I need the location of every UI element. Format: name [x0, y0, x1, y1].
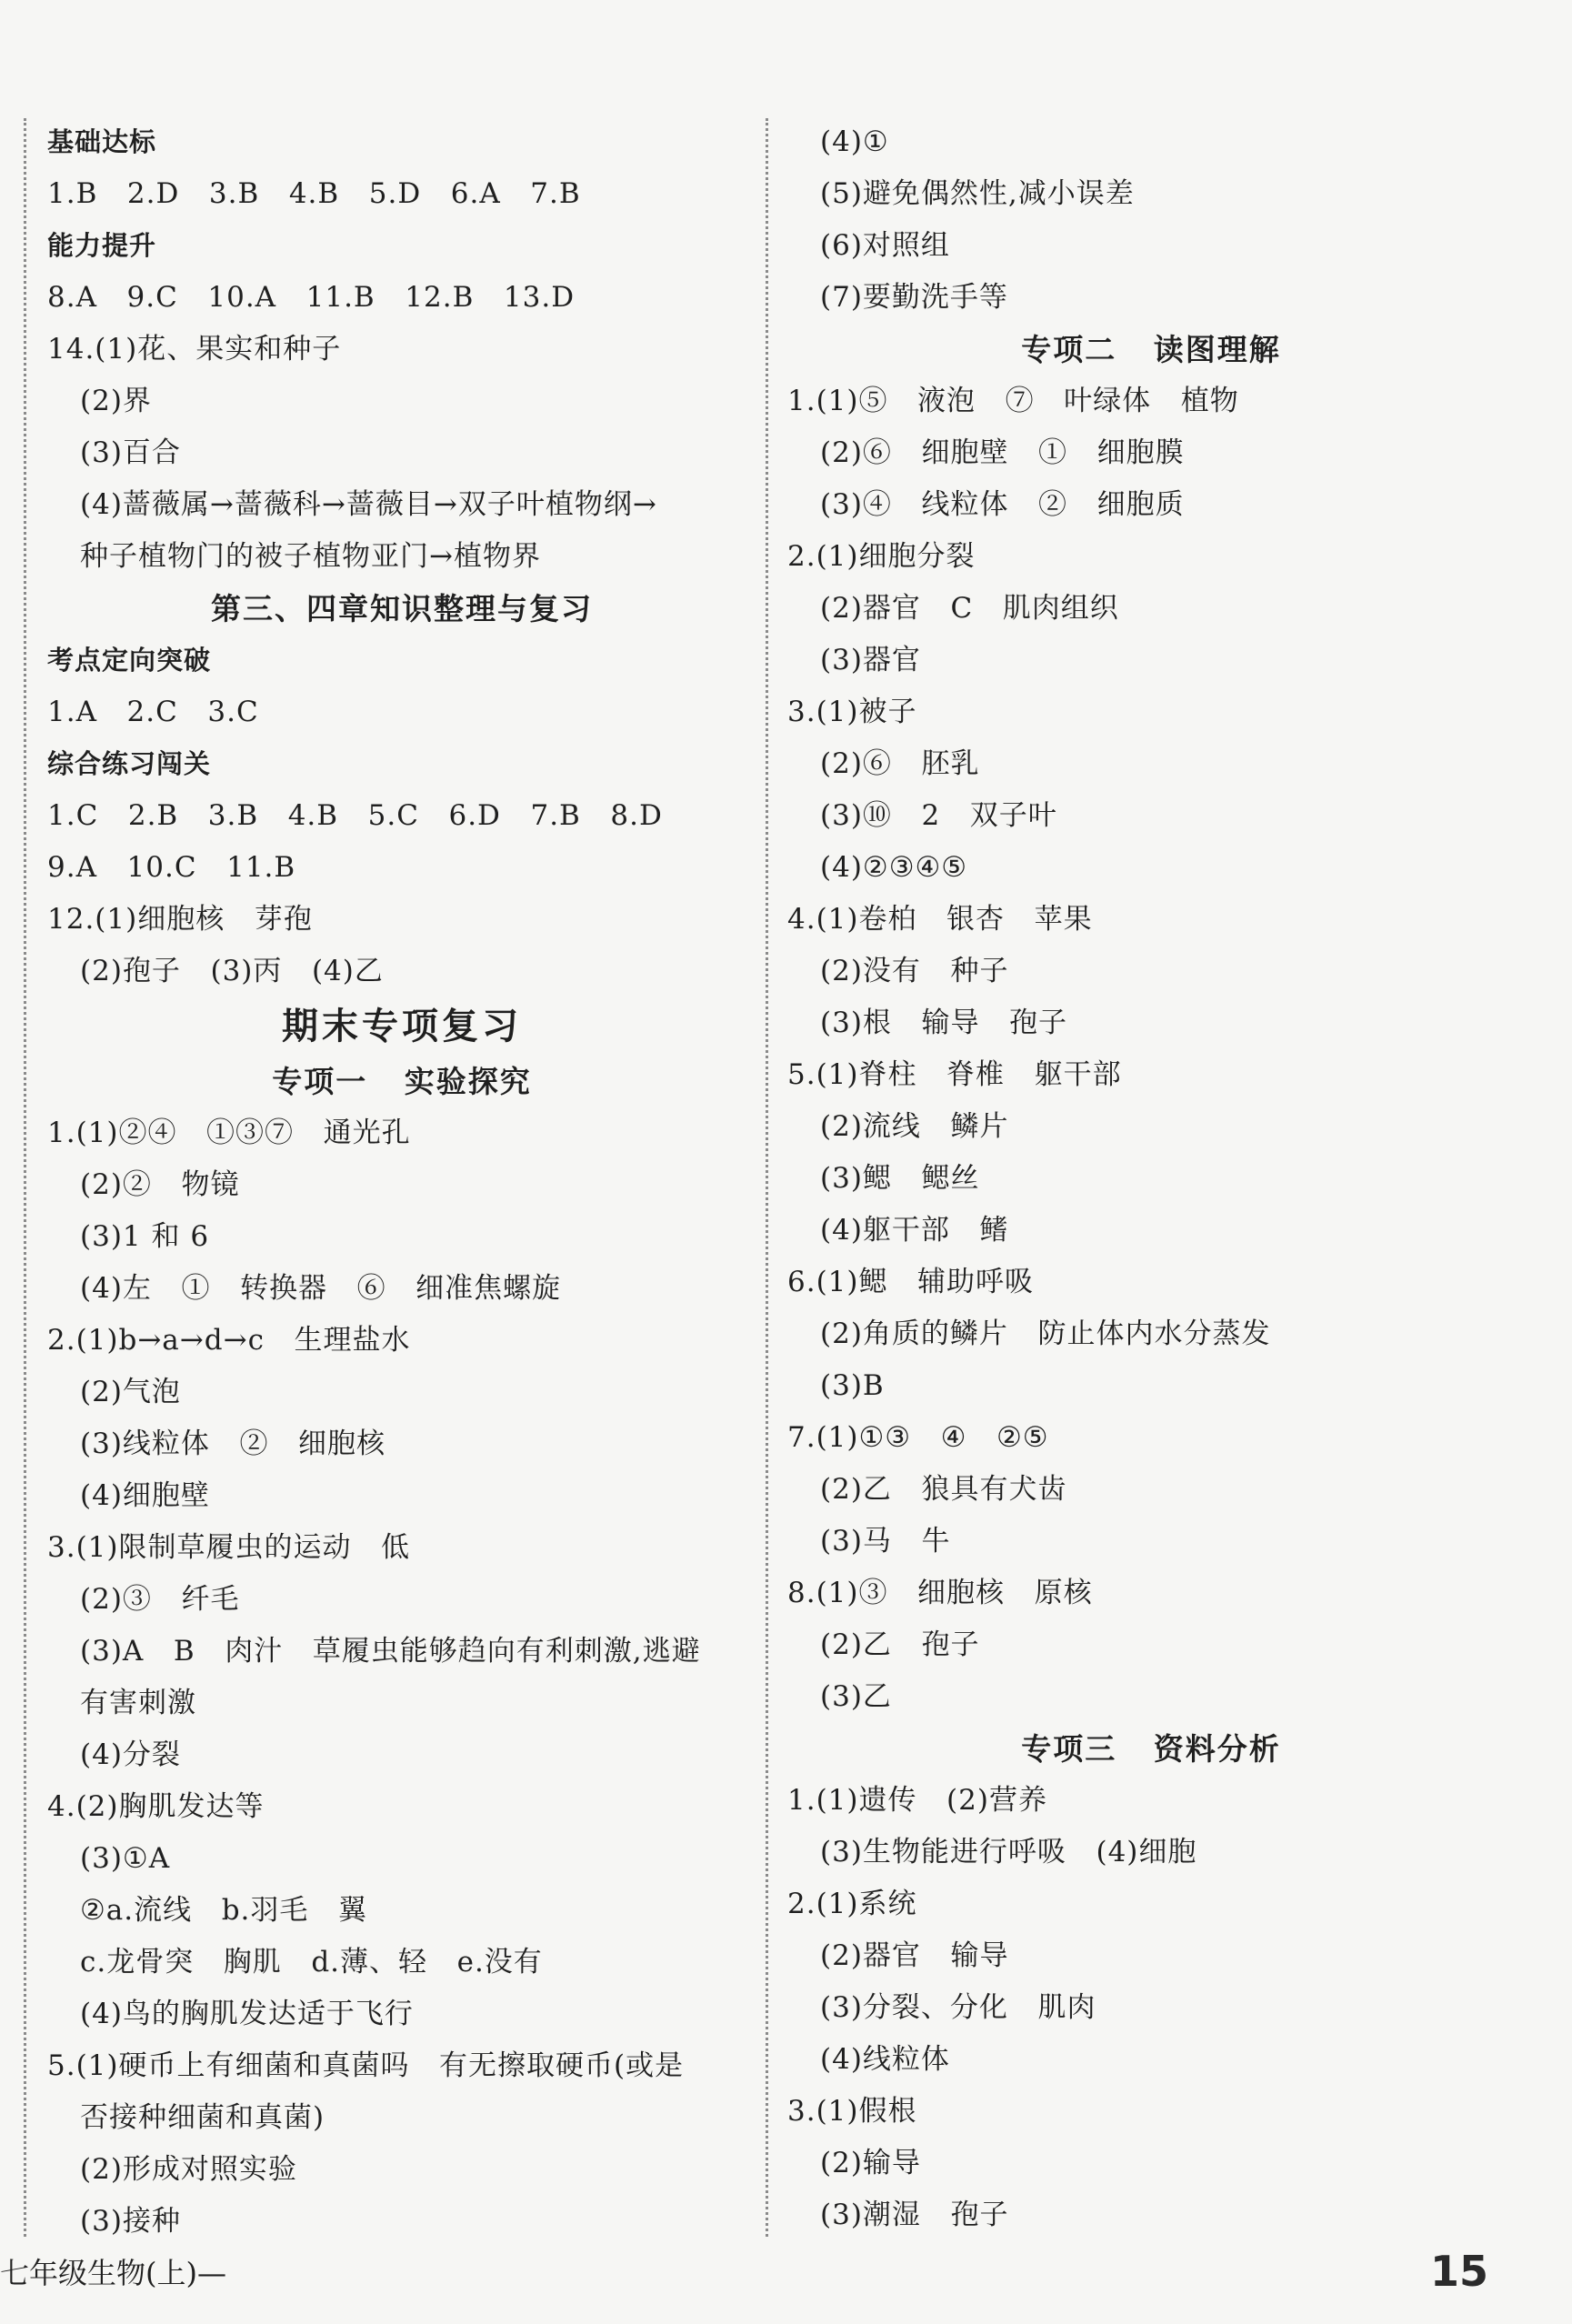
answer-line: 3.(1)限制草履虫的运动 低 [47, 1531, 411, 1564]
answer-line: (3)分裂、分化 肌肉 [820, 1991, 1096, 2024]
answer-line: (2)孢子 (3)丙 (4)乙 [80, 955, 384, 987]
answer-line: (3)潮湿 孢子 [820, 2199, 1009, 2231]
page-number: 15 [1429, 2247, 1488, 2296]
answer-line: (3)B [820, 1369, 885, 1402]
answer-line: (2)界 [80, 385, 152, 417]
answer-line: 6.(1)鳃 辅助呼吸 [787, 1266, 1035, 1298]
answer-line: 5.(1)脊柱 脊椎 躯干部 [787, 1058, 1122, 1091]
answer-line: 种子植物门的被子植物亚门→植物界 [80, 540, 541, 573]
answer-line: (3)根 输导 孢子 [820, 1007, 1068, 1039]
answer-line: (2)乙 狼具有犬齿 [820, 1473, 1067, 1506]
answer-line: (4)细胞壁 [80, 1479, 210, 1512]
answer-line: 4.(1)卷柏 银杏 苹果 [787, 903, 1093, 936]
answer-line: (2)流线 鳞片 [820, 1110, 1009, 1143]
answer-line: 1.(1)②④ ①③⑦ 通光孔 [47, 1117, 411, 1149]
answer-line: (4)鸟的胸肌发达适于飞行 [80, 1998, 414, 2030]
answer-line: (4)②③④⑤ [820, 851, 968, 884]
answer-line: (4)蔷薇属→蔷薇科→蔷薇目→双子叶植物纲→ [80, 488, 657, 521]
section-heading: 专项二 读图理解 [1021, 332, 1281, 367]
answer-line: 8.(1)③ 细胞核 原核 [787, 1577, 1093, 1609]
answer-line: (2)角质的鳞片 防止体内水分蒸发 [820, 1317, 1271, 1350]
answer-line: (2)器官 输导 [820, 1939, 1009, 1972]
right-column [787, 116, 1515, 2241]
answer-line: (3)马 牛 [820, 1525, 951, 1558]
answer-line: (5)避免偶然性,减小误差 [820, 177, 1135, 210]
answer-line: (3)④ 线粒体 ② 细胞质 [820, 488, 1185, 521]
section-heading: 第三、四章知识整理与复习 [211, 591, 593, 626]
answer-line: 2.(1)系统 [787, 1888, 917, 1920]
answer-line: (2)器官 C 肌肉组织 [820, 592, 1119, 625]
answer-line: 3.(1)假根 [787, 2095, 917, 2128]
answer-line: 1.B 2.D 3.B 4.B 5.D 6.A 7.B [47, 177, 581, 210]
section-heading: 专项三 资料分析 [1021, 1731, 1281, 1767]
answer-line: 7.(1)①③ ④ ②⑤ [787, 1421, 1049, 1454]
answer-line: 2.(1)b→a→d→c 生理盐水 [47, 1324, 411, 1357]
answer-line: (3)①A [80, 1842, 171, 1875]
center-dotted-rule [766, 118, 768, 2237]
answer-line: (4)分裂 [80, 1738, 181, 1771]
answer-line: (3)接种 [80, 2205, 181, 2238]
answer-line: 5.(1)硬币上有细菌和真菌吗 有无擦取硬币(或是 [47, 2049, 685, 2082]
answer-line: (4)左 ① 转换器 ⑥ 细准焦螺旋 [80, 1272, 562, 1305]
answer-line: (2)③ 纤毛 [80, 1583, 240, 1616]
section-heading: 期末专项复习 [282, 1006, 522, 1047]
answer-line: (3)乙 [820, 1680, 892, 1713]
answer-line: 2.(1)细胞分裂 [787, 540, 976, 573]
answer-line: (2)形成对照实验 [80, 2153, 297, 2186]
answer-line: (3)鳃 鳃丝 [820, 1162, 980, 1195]
answer-line: (4)线粒体 [820, 2043, 950, 2076]
answer-line: 否接种细菌和真菌) [80, 2101, 325, 2134]
answer-line: 12.(1)细胞核 芽孢 [47, 903, 313, 936]
answer-line: (2)乙 孢子 [820, 1628, 980, 1661]
left-dotted-rule [24, 118, 26, 2237]
book-label: 七年级生物(上)— [0, 2256, 226, 2290]
answer-line: (2)② 物镜 [80, 1168, 240, 1201]
left-column [47, 116, 756, 2248]
answer-line: (6)对照组 [820, 229, 950, 262]
answer-line: (2)气泡 [80, 1376, 181, 1408]
answer-line: (3)线粒体 ② 细胞核 [80, 1427, 386, 1460]
section-heading: 综合练习闯关 [47, 748, 212, 779]
answer-line: (7)要勤洗手等 [820, 281, 1008, 314]
answer-line: (3)⑩ 2 双子叶 [820, 799, 1057, 832]
answer-line: 3.(1)被子 [787, 696, 917, 728]
answer-line: (3)百合 [80, 436, 181, 469]
answer-line: 1.(1)⑤ 液泡 ⑦ 叶绿体 植物 [787, 385, 1239, 417]
answer-line: (4)躯干部 鳍 [820, 1214, 1009, 1247]
answer-line: 14.(1)花、果实和种子 [47, 333, 342, 366]
answer-line: (2)⑥ 胚乳 [820, 747, 980, 780]
section-heading: 基础达标 [47, 126, 157, 157]
answer-line: c.龙骨突 胸肌 d.薄、轻 e.没有 [80, 1946, 543, 1978]
answer-line: 1.A 2.C 3.C [47, 696, 259, 728]
answer-line: (2)没有 种子 [820, 955, 1009, 987]
section-heading: 能力提升 [47, 230, 157, 261]
answer-line: 9.A 10.C 11.B [47, 851, 296, 884]
answer-line: 1.C 2.B 3.B 4.B 5.C 6.D 7.B 8.D [47, 799, 663, 832]
answer-line: (3)生物能进行呼吸 (4)细胞 [820, 1836, 1197, 1868]
section-heading: 考点定向突破 [47, 645, 212, 676]
answer-line: (2)输导 [820, 2147, 921, 2179]
answer-line: (3)A B 肉汁 草履虫能够趋向有利刺激,逃避 [80, 1635, 701, 1668]
answer-line: (3)1 和 6 [80, 1220, 210, 1253]
answer-line: 有害刺激 [80, 1687, 196, 1719]
answer-line: ②a.流线 b.羽毛 翼 [80, 1894, 367, 1927]
answer-line: (3)器官 [820, 644, 921, 676]
answer-line: 8.A 9.C 10.A 11.B 12.B 13.D [47, 281, 576, 314]
answer-line: 1.(1)遗传 (2)营养 [787, 1784, 1047, 1817]
section-heading: 专项一 实验探究 [272, 1064, 532, 1099]
answer-line: (2)⑥ 细胞壁 ① 细胞膜 [820, 436, 1185, 469]
answer-line: 4.(2)胸肌发达等 [47, 1790, 265, 1823]
answer-line: (4)① [820, 125, 889, 158]
